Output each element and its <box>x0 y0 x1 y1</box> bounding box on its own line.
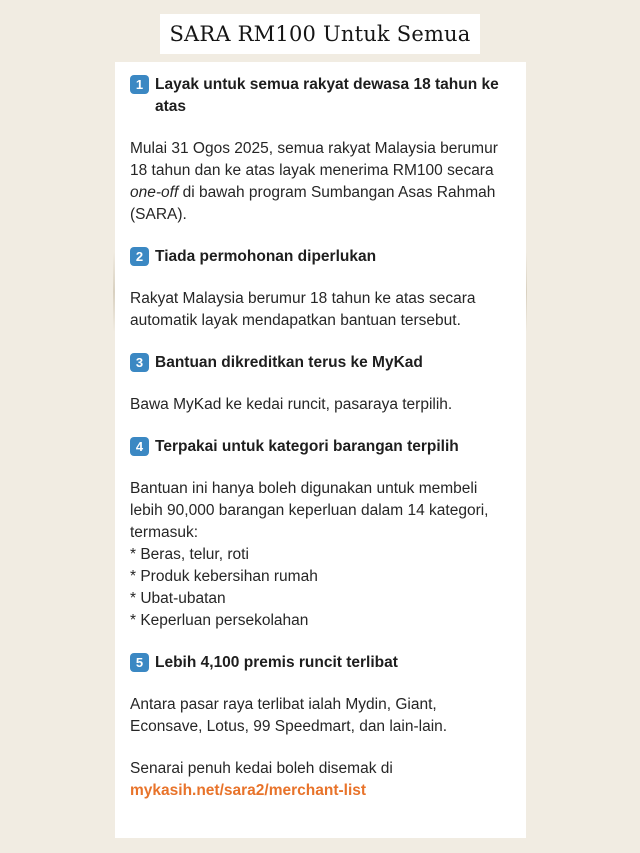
section-4 <box>130 436 512 632</box>
section-5-heading-text: Lebih 4,100 premis runcit terlibat <box>155 654 398 671</box>
section-1-body-start: Mulai 31 Ogos 2025, semua rakyat Malaysia berumur 18 tahun dan ke atas layak menerima RM100 secara <box>130 140 498 179</box>
section-3-body: Bawa MyKad ke kedai runcit, pasaraya terpilih. <box>130 396 453 413</box>
section-5 <box>130 652 512 738</box>
section-4-heading-text: Terpakai untuk kategori barangan terpilih <box>155 438 459 455</box>
section-1 <box>130 74 512 226</box>
section-3-heading <box>130 352 512 374</box>
keycap-number-icon: 3 <box>130 353 149 372</box>
section-5-heading <box>130 652 512 674</box>
page-title <box>160 14 480 54</box>
section-1-body-end: di bawah program Sumbangan Asas Rahmah (SARA). <box>130 184 496 223</box>
content-card <box>115 62 526 838</box>
section-4-body <box>130 478 512 632</box>
list-item: * Ubat-ubatan <box>130 590 226 607</box>
keycap-number-icon: 5 <box>130 653 149 672</box>
section-5-body: Antara pasar raya terlibat ialah Mydin, Giant, Econsave, Lotus, 99 Speedmart, dan lain-lain. <box>130 696 448 735</box>
closing-text: Senarai penuh kedai boleh disemak di <box>130 760 393 777</box>
section-2-heading <box>130 246 512 268</box>
section-1-heading-text: Layak untuk semua rakyat dewasa 18 tahun ke atas <box>155 76 499 115</box>
section-4-body-intro: Bantuan ini hanya boleh digunakan untuk membeli lebih 90,000 barangan keperluan dalam 14 kategori, termasuk: <box>130 480 489 541</box>
section-3-heading-text: Bantuan dikreditkan terus ke MyKad <box>155 354 423 371</box>
closing-note <box>130 758 512 802</box>
page-title-text: SARA RM100 Untuk Semua <box>169 22 471 46</box>
section-2 <box>130 246 512 332</box>
list-item: * Keperluan persekolahan <box>130 612 309 629</box>
list-item: * Produk kebersihan rumah <box>130 568 318 585</box>
keycap-number-icon: 4 <box>130 437 149 456</box>
list-item: * Beras, telur, roti <box>130 546 249 563</box>
section-1-heading <box>130 74 512 118</box>
section-3 <box>130 352 512 416</box>
section-1-body <box>130 138 512 226</box>
section-1-body-italic: one-off <box>130 184 179 201</box>
keycap-number-icon: 2 <box>130 247 149 266</box>
keycap-number-icon: 1 <box>130 75 149 94</box>
section-2-body: Rakyat Malaysia berumur 18 tahun ke atas secara automatik layak mendapatkan bantuan tersebut. <box>130 290 476 329</box>
merchant-list-link[interactable]: mykasih.net/sara2/merchant-list <box>130 782 367 799</box>
section-2-heading-text: Tiada permohonan diperlukan <box>155 248 377 265</box>
section-4-heading <box>130 436 512 458</box>
